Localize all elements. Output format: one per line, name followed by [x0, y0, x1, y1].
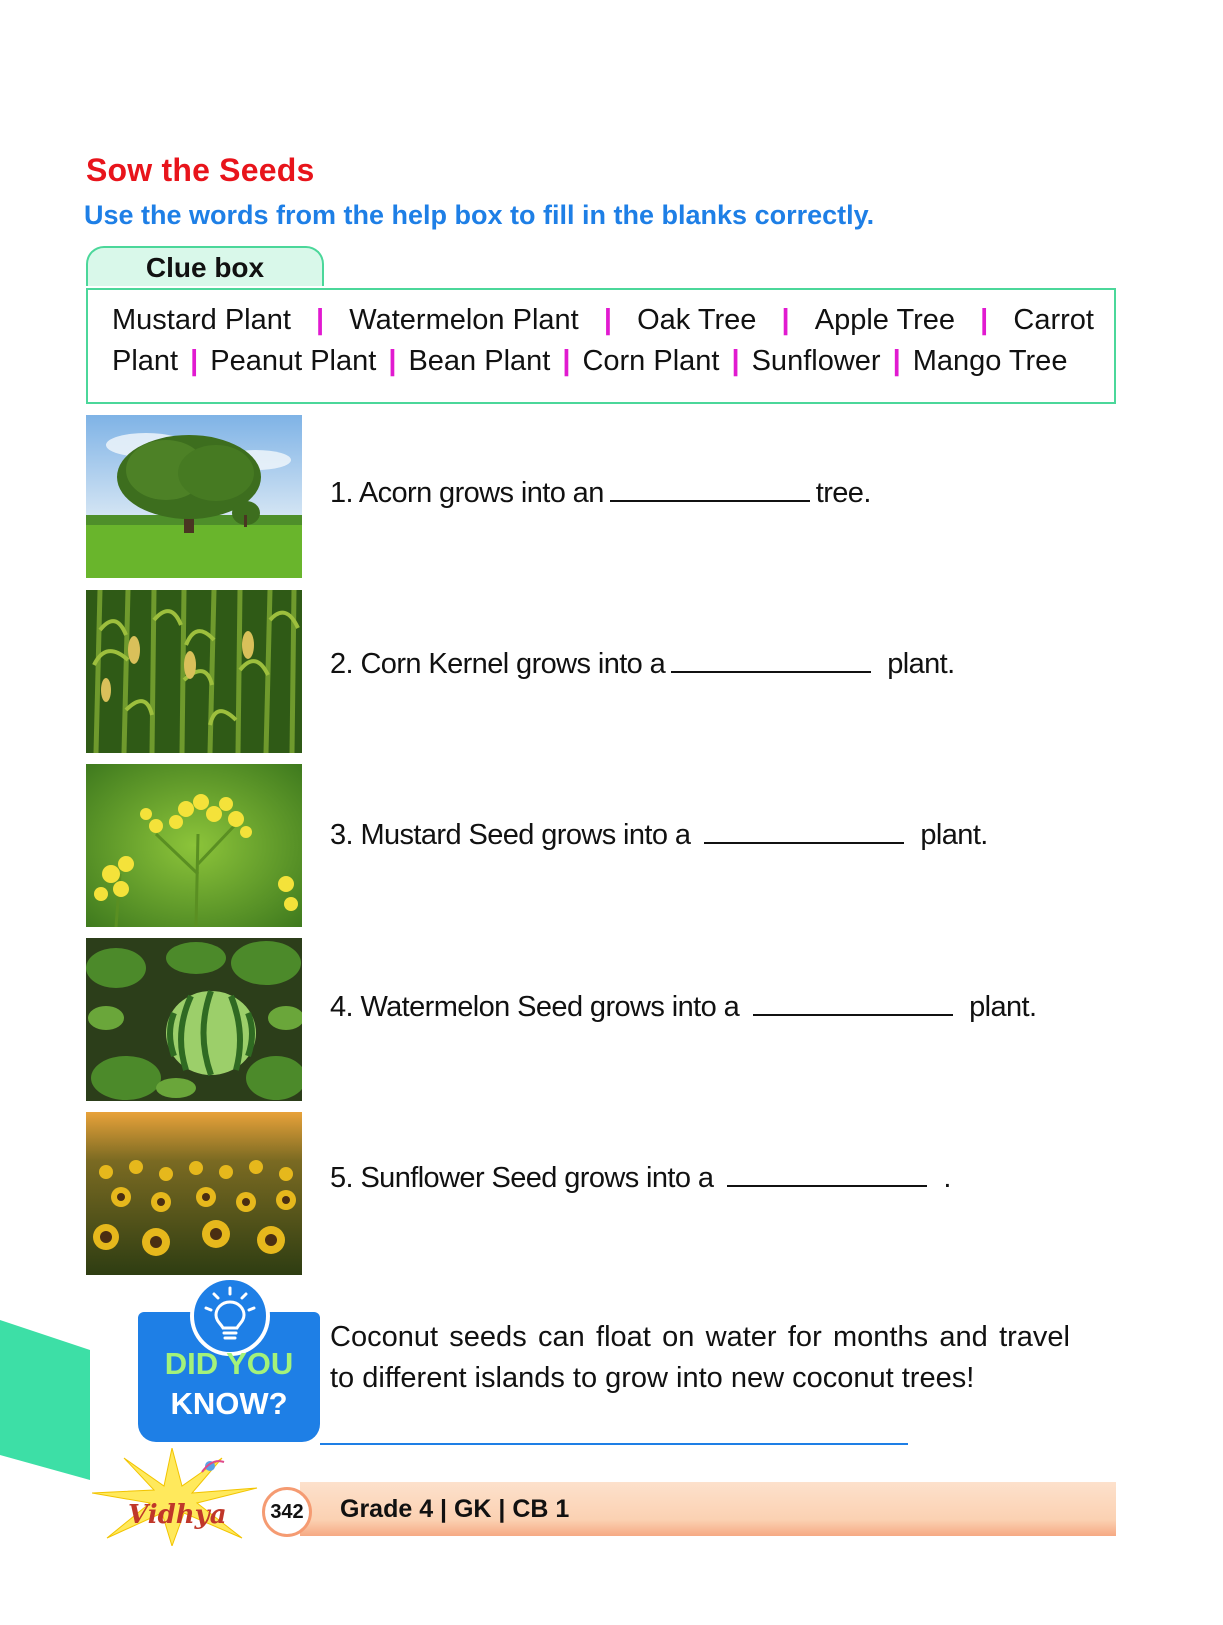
clue-separator: |: [562, 345, 571, 377]
instructions: Use the words from the help box to fill in the blanks correctly.: [84, 200, 875, 230]
footer-text: Grade 4 | GK | CB 1: [340, 1495, 570, 1523]
did-you-know-line1: DID YOU: [164, 1346, 294, 1381]
clue-separator: |: [388, 345, 397, 377]
clue-line-1: [112, 304, 1094, 337]
question-4-suffix: plant.: [969, 991, 1037, 1023]
answer-blank-1[interactable]: [610, 476, 810, 502]
answer-blank-5[interactable]: [727, 1161, 927, 1187]
answer-blank-3[interactable]: [704, 818, 904, 844]
mustard-flower-photo: [86, 764, 302, 927]
vidhya-logo: [92, 1448, 262, 1546]
question-3: [330, 818, 988, 852]
clue-word: Carrot: [1013, 304, 1094, 336]
question-1-suffix: tree.: [815, 477, 871, 509]
clue-word: Mango Tree: [912, 345, 1068, 377]
clue-word: Watermelon Plant: [349, 304, 579, 336]
clue-separator: |: [731, 345, 740, 377]
clue-separator: |: [316, 304, 325, 336]
clue-word: Plant: [112, 345, 179, 377]
clue-word: Sunflower: [751, 345, 881, 377]
clue-word: Bean Plant: [408, 345, 551, 377]
oak-tree-photo: [86, 415, 302, 578]
clue-word: Mustard Plant: [112, 304, 291, 336]
question-2: [330, 647, 955, 681]
question-4-text: 4. Watermelon Seed grows into a: [330, 991, 740, 1023]
page-number: 342: [262, 1487, 312, 1537]
lightbulb-icon: [190, 1276, 270, 1356]
sunflower-field-photo: [86, 1112, 302, 1275]
question-5: [330, 1161, 951, 1195]
clue-separator: |: [980, 304, 989, 336]
answer-blank-2[interactable]: [671, 647, 871, 673]
question-2-suffix: plant.: [887, 648, 955, 680]
divider: [320, 1443, 908, 1445]
question-3-text: 3. Mustard Seed grows into a: [330, 819, 691, 851]
decorative-corner: [0, 1320, 90, 1480]
answer-blank-4[interactable]: [753, 990, 953, 1016]
did-you-know-line2: KNOW?: [170, 1386, 288, 1421]
watermelon-photo: [86, 938, 302, 1101]
clue-word: Peanut Plant: [210, 345, 377, 377]
question-5-text: 5. Sunflower Seed grows into a: [330, 1162, 714, 1194]
clue-separator: |: [892, 345, 901, 377]
clue-word: Corn Plant: [582, 345, 720, 377]
question-3-suffix: plant.: [920, 819, 988, 851]
clue-separator: |: [603, 304, 612, 336]
clue-separator: |: [781, 304, 790, 336]
question-4: [330, 990, 1036, 1024]
clue-separator: |: [190, 345, 199, 377]
fact-text: Coconut seeds can float on water for months and travel to different islands to grow into new coconut trees!: [330, 1321, 1070, 1394]
clue-box-label: Clue box: [86, 246, 324, 286]
clue-word: Apple Tree: [814, 304, 956, 336]
logo-text: Vidhya: [128, 1500, 227, 1530]
clue-line-2: [112, 345, 1094, 378]
clue-box: [86, 288, 1116, 404]
question-5-suffix: .: [943, 1162, 951, 1194]
question-1-text: 1. Acorn grows into an: [330, 477, 604, 509]
clue-word: Oak Tree: [637, 304, 757, 336]
corn-field-photo: [86, 590, 302, 753]
question-2-text: 2. Corn Kernel grows into a: [330, 648, 666, 680]
question-1: [330, 476, 871, 510]
section-title: Sow the Seeds: [86, 152, 315, 188]
